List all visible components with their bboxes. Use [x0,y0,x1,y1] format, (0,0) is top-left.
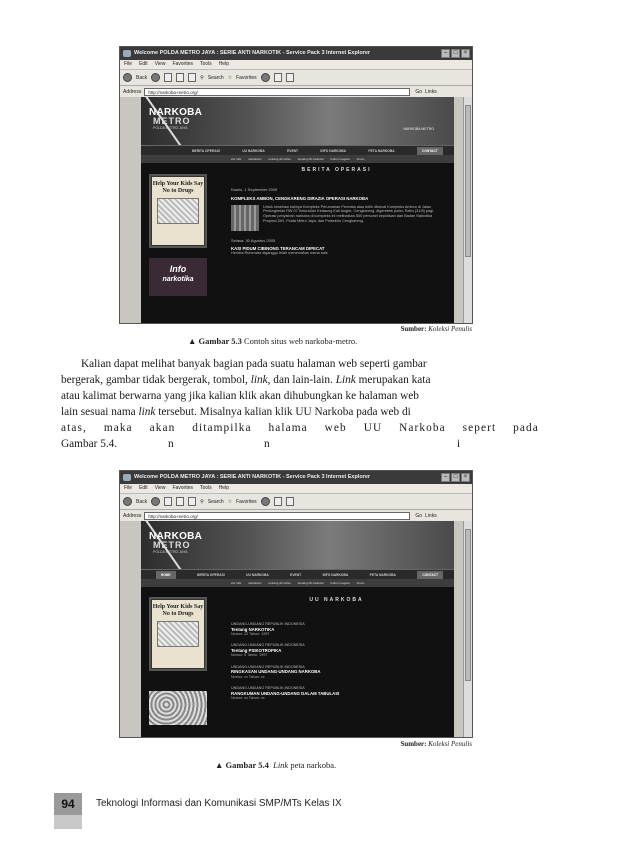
subnav-hukum-negara[interactable]: hukum negara [330,581,350,585]
menu-help[interactable]: Help [218,485,229,491]
subnav-tentang-dit-narkoba[interactable]: tentang dit narkoba [297,581,324,585]
page-number-block [54,815,82,829]
menu-view[interactable]: View [154,485,166,491]
mail-icon[interactable] [274,73,282,82]
site-banner [141,521,454,569]
site-logo-caption: POLDA METRO JAYA [153,126,188,130]
caption-figure-5-3 [188,336,357,346]
subnav-sambutan[interactable]: sambutan [248,157,262,161]
refresh-icon[interactable] [176,497,184,506]
news-body: Untuk kesekian kalinya Kompleks Perumahan Permata atau lebih dikenal Kompleks Ambon di Jalan Pedongkelan RW 07 Kelurahan Kedaung Kali Angke, Cengkareng, digerebek polisi, Rabu (31/8) pagi. Operasi penyisiran narkoba di kompleks ini melibatkan 500 personel kepolisian dari Badan Narkotika Propinsi DKI, Polda Metro Jaya, dan Polsektro Cengkareng. [231,205,442,224]
toolbar [120,70,472,86]
scrollbar[interactable] [463,521,472,737]
back-arrow-icon[interactable] [123,497,132,506]
paragraph-line-4: lain sesuai nama link tersebut. Misalnya kalian klik UU Narkoba pada web di [61,406,411,418]
back-label[interactable]: Back [136,74,148,81]
paragraph-line-2: bergerak, gambar tidak bergerak, tombol, link, dan lain-lain. Link merupakan kata [61,374,431,386]
history-icon[interactable] [261,497,270,506]
news-headline[interactable]: KOMPLEKS AMBON, CENGKARENG DIRAZIA OPERASI NARKOBA [231,196,369,201]
nav-uu-narkoba[interactable]: UU NARKOBA [242,148,265,153]
window-titlebar [120,471,472,484]
scrollbar[interactable] [463,97,472,323]
site-logo-caption: POLDA METRO JAYA [153,550,188,554]
news-headline-2[interactable]: KASI PIDUM CIBINONG TERANCAM DIPECAT [231,245,325,251]
search-icon[interactable]: ⚲ [200,498,204,505]
favorites-star-icon[interactable]: ☆ [227,74,233,81]
nav-peta-narkoba[interactable]: PETA NARKOBA [368,148,395,153]
paragraph-line-1: Kalian dapat melihat banyak bagian pada suatu halaman web seperti gambar [81,358,427,370]
stop-icon[interactable] [164,73,172,82]
caption-label: Gambar 5.3 [198,336,242,346]
menu-tools[interactable]: Tools [200,61,212,67]
minimize-button[interactable]: – [441,473,450,482]
nav-event[interactable]: EVENT [287,148,299,153]
book-title: Teknologi Informasi dan Komunikasi SMP/MTs Kelas IX [96,798,342,809]
address-label: Address [123,513,142,519]
news-content [231,167,442,256]
favorites-label[interactable]: Favorites [236,74,257,81]
favorites-label[interactable]: Favorites [236,498,257,505]
side-photo[interactable] [149,691,207,725]
browser-screenshot-2 [119,470,473,738]
menu-bar [120,60,472,70]
uu-item[interactable]: UNDANG-UNDANG REPUBLIK INDONESIA Tentang NARKOTIKA Nomor: 22 Tahun: 1997 [231,622,305,636]
triangle-icon: ▲ [215,760,224,770]
search-icon[interactable]: ⚲ [200,74,204,81]
window-titlebar [120,47,472,60]
menu-file[interactable]: File [124,61,133,67]
subnav-visi-misi[interactable]: visi misi [230,157,242,161]
address-label: Address [123,89,142,95]
go-button[interactable]: Go [415,513,423,519]
page-number: 94 [54,793,82,815]
back-arrow-icon[interactable] [123,73,132,82]
nav-contact[interactable]: CONTACT [417,571,443,579]
menu-help[interactable]: Help [218,61,229,67]
menu-bar [120,484,472,494]
print-icon[interactable] [286,73,294,82]
poster-illustration [157,198,199,224]
site-logo[interactable]: NARKOBA [149,531,203,542]
scrollbar-thumb[interactable] [465,529,471,681]
back-label[interactable]: Back [136,498,148,505]
news-thumbnail [231,205,259,231]
poster-help-kids[interactable] [149,597,207,671]
caption-label: Gambar 5.4 [225,760,269,770]
address-input[interactable]: http://narkoba-metro.org/ [144,88,410,96]
home-icon[interactable] [188,497,196,506]
window-title: Welcome POLDA METRO JAYA : SERIE ANTI NARKOTIK - Service Pack 3 Internet Explorer [134,474,371,480]
search-label[interactable]: Search [207,498,224,505]
refresh-icon[interactable] [176,73,184,82]
news-date-2: Selasa, 30 Agustus 2005 [231,237,276,243]
site-subnav [141,579,454,587]
uu-item[interactable]: UNDANG-UNDANG REPUBLIK INDONESIA RINGKASAN UNDANG-UNDANG NARKOBA Nomor: xx Tahun: xx [231,664,321,679]
paragraph-line-5: atas, maka akan ditampilka halama web UU Narkoba sepert pada [61,422,539,434]
paragraph-line-3: atau kalimat berwarna yang jika kalian klik akan dihubungkan ke halaman web [61,390,419,402]
links-label[interactable]: Links [425,513,437,519]
print-icon[interactable] [286,497,294,506]
news-date: Kamis, 1 September 2005 [231,187,278,192]
section-title: BERITA OPERASI [301,167,372,173]
uu-item[interactable]: UNDANG-UNDANG REPUBLIK INDONESIA Tentang PSIKOTROPIKA Nomor: 5 Tahun: 1997 [231,643,305,658]
minimize-button[interactable]: – [441,49,450,58]
home-icon[interactable] [188,73,196,82]
caption-text: Contoh situs web narkoba-metro. [243,336,358,346]
site-banner [141,97,454,145]
section-title: UU NARKOBA [309,597,364,603]
poster-illustration [157,621,199,647]
source-credit-2: Sumber: Koleksi Penulis [400,740,472,748]
search-label[interactable]: Search [207,74,224,81]
site-nav [141,145,454,155]
site-subnav [141,155,454,163]
address-input[interactable]: http://narkoba-metro.org/ [144,512,410,520]
nav-info-narkoba[interactable]: INFO NARKOBA [320,148,347,153]
site-tagline: NARKOBA METRO [403,127,434,131]
subnav-forum[interactable]: forum [356,157,365,161]
nav-berita-operasi[interactable]: BERITA OPERASI [197,572,225,577]
subnav-hukum-negara[interactable]: hukum negara [330,157,350,161]
menu-favorites[interactable]: Favorites [172,485,193,491]
site-logo[interactable]: NARKOBA [149,107,203,118]
favorites-star-icon[interactable]: ☆ [227,498,233,505]
nav-peta-narkoba[interactable]: PETA NARKOBA [369,572,396,577]
info-label: Info [169,264,187,274]
site-logo-sub: METRO [153,540,191,550]
uu-item[interactable]: UNDANG-UNDANG REPUBLIK INDONESIA RANGKUMAN UNDANG-UNDANG DALAM TABULASI Nomor: xx Tahun: xx [231,686,340,700]
ie-icon [123,474,131,481]
uu-content [231,597,442,701]
site-logo-sub: METRO [153,116,191,126]
nav-berita-operasi[interactable]: BERITA OPERASI [192,148,220,153]
toolbar [120,494,472,510]
subnav-tentang-dit-narko[interactable]: tentang dit narko [268,157,291,161]
paragraph-line-6: Gambar 5.4. n n i [61,438,462,450]
nav-contact[interactable]: CONTACT [417,147,443,155]
menu-edit[interactable]: Edit [139,485,148,491]
forward-arrow-icon[interactable] [151,497,160,506]
triangle-icon: ▲ [188,336,197,346]
narkoba-site [141,97,454,323]
nav-home[interactable]: HOME [156,571,176,579]
subnav-visi-misi[interactable]: visi misi [230,581,242,585]
body-paragraph [61,356,539,452]
page-viewport [120,521,472,737]
nav-info-narkoba[interactable]: INFO NARKOBA [322,572,349,577]
poster-title: Help Your Kids Say No to Drugs [152,604,204,617]
source-credit-1: Sumber: Koleksi Penulis [400,325,472,333]
stop-icon[interactable] [164,497,172,506]
maximize-button[interactable]: □ [451,49,460,58]
menu-view[interactable]: View [154,61,166,67]
mail-icon[interactable] [274,497,282,506]
scrollbar-thumb[interactable] [465,105,471,257]
browser-screenshot-1 [119,46,473,324]
subnav-tentang-dit-narkoba[interactable]: tentang dit narkoba [297,157,324,161]
subnav-forum[interactable]: forum [356,581,365,585]
narkotika-label: narkotika [162,276,194,283]
close-button[interactable]: × [461,473,470,482]
close-button[interactable]: × [461,49,470,58]
maximize-button[interactable]: □ [451,473,460,482]
menu-favorites[interactable]: Favorites [172,61,193,67]
go-button[interactable]: Go [415,89,423,95]
forward-arrow-icon[interactable] [151,73,160,82]
narkoba-site [141,521,454,737]
caption-text: Link peta narkoba. [273,760,337,770]
poster-help-kids[interactable] [149,174,207,248]
subnav-sambutan[interactable]: sambutan [248,581,262,585]
subnav-tentang-dit-narko[interactable]: tentang dit narko [268,581,291,585]
nav-uu-narkoba[interactable]: UU NARKOBA [246,572,269,577]
ie-icon [123,50,131,57]
menu-edit[interactable]: Edit [139,61,148,67]
news-body-2: Hendra Ruhendra diganggu telah menemukan nama baik [231,251,328,255]
window-title: Welcome POLDA METRO JAYA : SERIE ANTI NARKOTIK - Service Pack 3 Internet Explorer [134,50,371,56]
page-viewport [120,97,472,323]
poster-title: Help Your Kids Say No to Drugs [152,181,204,194]
caption-figure-5-4 [215,760,336,770]
nav-event[interactable]: EVENT [290,572,302,577]
info-narkotika-banner[interactable] [149,258,207,296]
site-nav [141,569,454,579]
menu-tools[interactable]: Tools [200,485,212,491]
links-label[interactable]: Links [425,89,437,95]
menu-file[interactable]: File [124,485,133,491]
history-icon[interactable] [261,73,270,82]
